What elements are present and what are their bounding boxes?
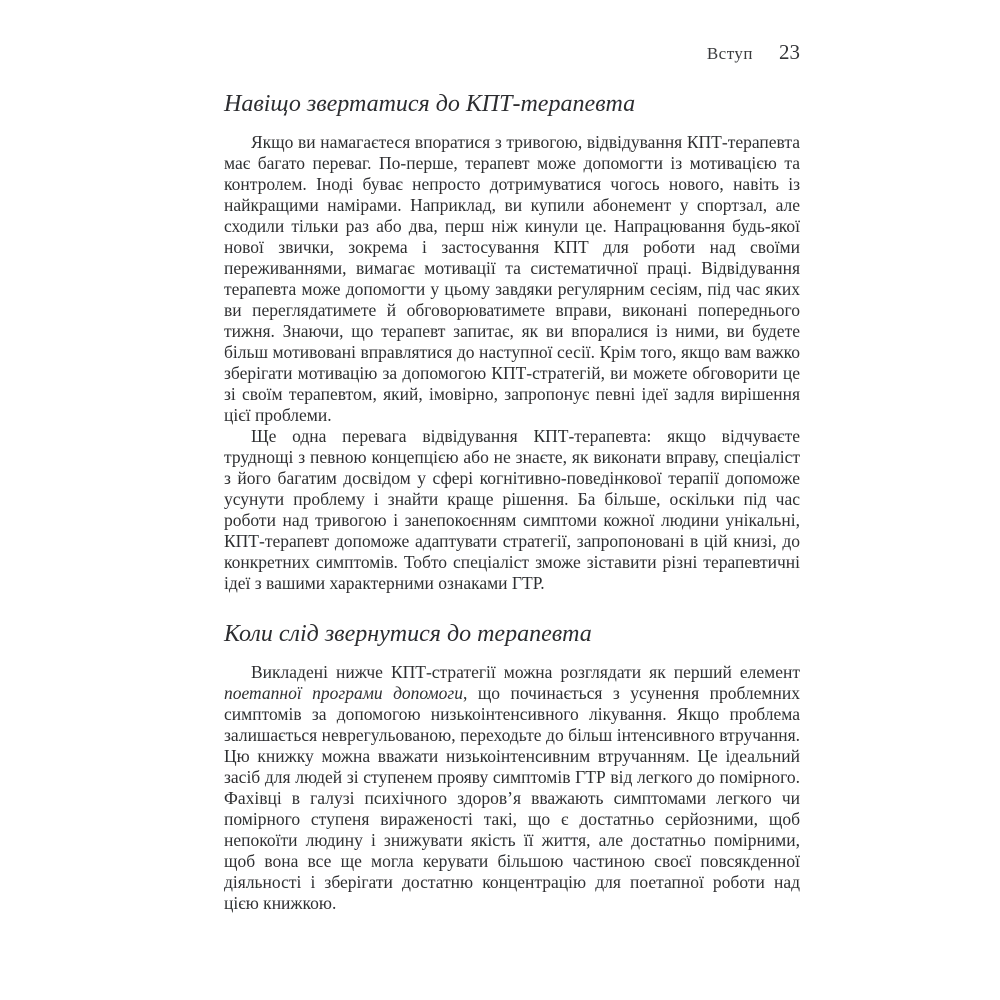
paragraph-stepped-care-pre: Викладені нижче КПТ-стратегії можна розглядати як перший елемент (251, 662, 800, 682)
paragraph-benefits-of-therapist: Якщо ви намагаєтеся впоратися з тривогою, відвідування КПТ-терапевта має багато переваг. По-перше, терапевт може допомогти із мотивацією та контролем. Іноді буває непросто дотримуватися чогось нового, навіть із найкращими намірами. Наприклад, ви купили абонемент у спортзал, але сходили тільки раз або два, перш ніж кинули це. Напрацювання будь-якої нової звички, зокрема і застосування КПТ для роботи над своїми переживаннями, вимагає мотивації та систематичної праці. Відвідування терапевта може допомогти у цьому завдяки регулярним сесіям, під час яких ви переглядатимете й обговорюватимете вправи, виконані попереднього тижня. Знаючи, що терапевт запитає, як ви впоралися із ними, ви будете більш мотивовані вправлятися до наступної сесії. Крім того, якщо вам важко зберігати мотивацію за допомогою КПТ-стратегій, ви можете обговорити це зі своїм терапевтом, який, імовірно, запропонує певні ідеї задля вирішення цієї проблеми. (224, 132, 800, 425)
page-number: 23 (779, 40, 800, 64)
paragraph-stepped-care-post: , що починається з усунення проблемних симптомів за допомогою низькоінтенсивного лікування. Якщо проблема залишається неврегульованою, переходьте до більш інтенсивного втручання. Цю книжку можна вважати низькоінтенсивним втручанням. Це ідеальний засіб для людей зі ступенем прояву симптомів ГТР від легкого до помірного. Фахівці в галузі психічного здоров’я вважають симптомами легкого чи помірного ступеня вираженості такі, що є достатньо серйозними, щоб непокоїти людину і знижувати якість її життя, але достатньо помірними, щоб вона все ще могла керувати більшою частиною своєї повсякденної діяльності і зберігати достатню концентрацію для поетапної роботи над цією книжкою. (224, 683, 800, 913)
book-page (224, 40, 800, 914)
section-heading-why-see-cbt-therapist: Навіщо звертатися до КПТ-терапевта (224, 91, 636, 117)
paragraph-stepped-care (224, 662, 800, 914)
paragraph-second-advantage: Ще одна перевага відвідування КПТ-терапевта: якщо відчуваєте труднощі з певною концепцією або не знаєте, як виконати вправу, спеціаліст з його багатим досвідом у сфері когнітивно-поведінкової терапії допоможе усунути проблему і знайти краще рішення. Ба більше, оскільки під час роботи над тривогою і занепокоєнням симптоми кожної людини унікальні, КПТ-терапевт допоможе адаптувати стратегії, запропоновані в цій книзі, до конкретних симптомів. Тобто спеціаліст зможе зіставити різні терапевтичні ідеї з вашими характерними ознаками ГТР. (224, 426, 800, 593)
running-head-section-title: Вступ (706, 44, 753, 63)
paragraph-stepped-care-italic-term: поетапної програми допомоги (224, 683, 463, 703)
section-heading-when-to-see-therapist: Коли слід звернутися до терапевта (224, 621, 592, 647)
running-head (224, 40, 800, 65)
